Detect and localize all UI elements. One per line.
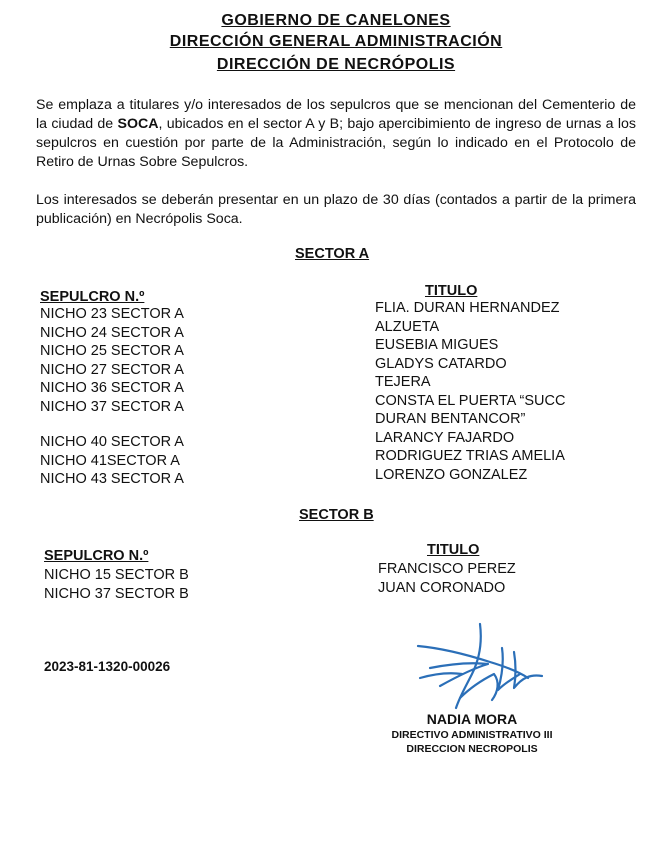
list-item: LORENZO GONZALEZ bbox=[375, 466, 528, 483]
list-item: NICHO 23 SECTOR A bbox=[40, 306, 184, 322]
list-item: NICHO 43 SECTOR A bbox=[40, 471, 184, 487]
notice-text-start: Se emplaza a titulares y/o interesados de los sepulcros que se mencionan del Cementerio de la ciudad de bbox=[36, 97, 636, 132]
notice-city: SOCA bbox=[117, 116, 159, 132]
list-item: NICHO 37 SECTOR B bbox=[44, 585, 189, 602]
list-item: ALZUETA bbox=[375, 318, 440, 335]
list-item: LARANCY FAJARDO bbox=[375, 429, 515, 446]
header-government: GOBIERNO DE CANELONES bbox=[221, 12, 451, 29]
header-necropolis-direction: DIRECCIÓN DE NECRÓPOLIS bbox=[216, 56, 456, 73]
signature-scribble bbox=[410, 618, 560, 716]
notice-text-end: , ubicados en el sector A y B; bajo apercibimiento de ingreso de urnas a los sepulcros en cuestión por parte de la Administración, según lo indicado en el Protocolo de Retiro de Urnas Sobre Sepulcros. bbox=[36, 116, 636, 170]
sector-a-title: SECTOR A bbox=[295, 246, 370, 262]
sector-a-titulo-list bbox=[375, 299, 565, 484]
list-item: EUSEBIA MIGUES bbox=[375, 337, 499, 353]
reference-code: 2023-81-1320-00026 bbox=[44, 659, 171, 674]
sector-a-titulo-header: TITULO bbox=[425, 283, 478, 299]
list-item: NICHO 27 SECTOR A bbox=[40, 361, 184, 378]
list-item: NICHO 40 SECTOR A bbox=[40, 434, 184, 450]
sector-a-sepulcro-list bbox=[40, 305, 184, 489]
list-item: FRANCISCO PEREZ bbox=[378, 561, 516, 577]
list-item: NICHO 37 SECTOR A bbox=[40, 398, 184, 415]
list-item: FLIA. DURAN HERNANDEZ bbox=[375, 300, 560, 316]
list-item: NICHO 25 SECTOR A bbox=[40, 343, 184, 359]
sector-b-titulo-header: TITULO bbox=[427, 542, 480, 558]
list-item: RODRIGUEZ TRIAS AMELIA bbox=[375, 448, 565, 464]
header-general-direction: DIRECCIÓN GENERAL ADMINISTRACIÓN bbox=[169, 33, 503, 50]
deadline-paragraph: Los interesados se deberán presentar en un plazo de 30 días (contados a partir de la primera publicación) en Necrópolis Soca. bbox=[36, 192, 636, 227]
list-item: CONSTA EL PUERTA “SUCC bbox=[375, 392, 566, 409]
list-item: DURAN BENTANCOR” bbox=[375, 411, 526, 427]
signatory-role: DIRECTIVO ADMINISTRATIVO III bbox=[391, 729, 553, 741]
notice-paragraph bbox=[36, 96, 636, 172]
signature-stroke bbox=[456, 624, 481, 708]
sector-b-sepulcro-header: SEPULCRO N.º bbox=[44, 548, 149, 564]
list-item: TEJERA bbox=[375, 374, 431, 390]
signature-stroke bbox=[514, 652, 542, 688]
list-item: NICHO 36 SECTOR A bbox=[40, 380, 184, 396]
list-item: NICHO 41SECTOR A bbox=[40, 452, 180, 469]
list-item: NICHO 24 SECTOR A bbox=[40, 324, 184, 341]
list-item: GLADYS CATARDO bbox=[375, 355, 507, 372]
signatory-name: NADIA MORA bbox=[426, 711, 518, 727]
sector-b-sepulcro-list bbox=[44, 566, 189, 603]
list-item: NICHO 15 SECTOR B bbox=[44, 567, 189, 583]
sector-b-titulo-list bbox=[378, 560, 516, 597]
list-item: JUAN CORONADO bbox=[378, 579, 506, 596]
signatory-office: DIRECCION NECROPOLIS bbox=[406, 743, 538, 755]
sector-b-title: SECTOR B bbox=[299, 507, 374, 523]
sector-a-sepulcro-header: SEPULCRO N.º bbox=[40, 289, 145, 305]
